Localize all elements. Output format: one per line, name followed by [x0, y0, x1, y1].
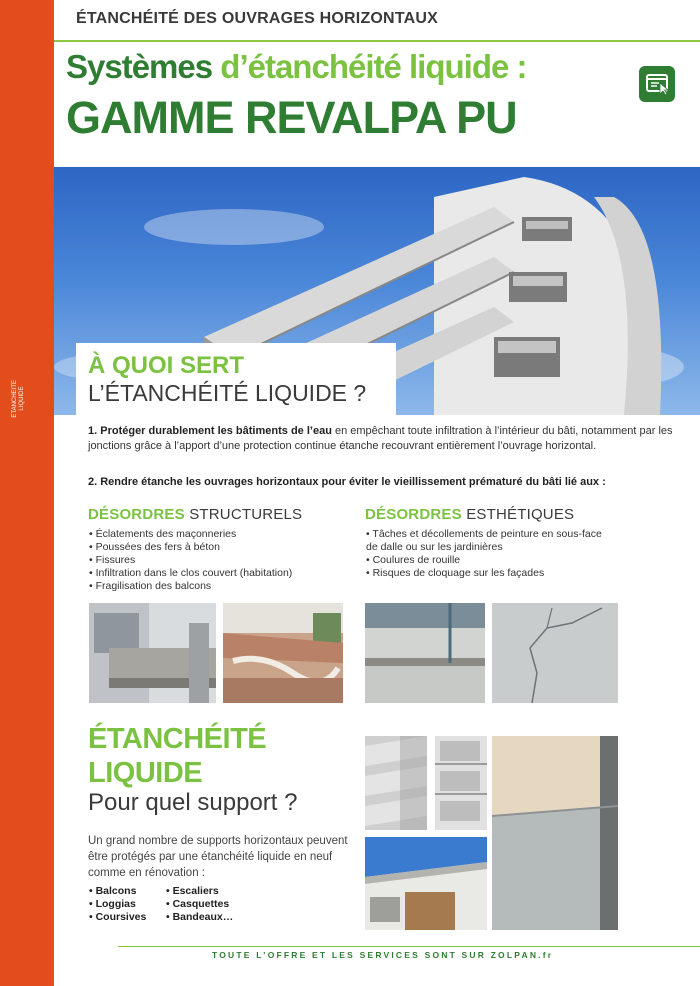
- intro-heading: À QUOI SERT: [88, 352, 245, 379]
- list-item: • Fissures: [89, 554, 349, 567]
- title-part-light: d’étanchéité liquide :: [220, 48, 527, 85]
- esthetiques-title: [365, 506, 574, 523]
- list-item: • Loggias: [89, 898, 146, 911]
- photo-spalled-concrete: [223, 603, 343, 703]
- photo-facade-stains: [365, 603, 485, 703]
- photo-balcony-damage: [89, 603, 216, 703]
- page-title-line2: GAMME REVALPA PU: [66, 92, 517, 143]
- side-bar: [0, 0, 54, 986]
- section-header: ÉTANCHÉITÉ DES OUVRAGES HORIZONTAUX: [76, 10, 438, 27]
- intro-heading-box: [76, 343, 396, 419]
- list-item: • Balcons: [89, 885, 146, 898]
- photo-modern-building: [365, 837, 487, 930]
- intro-point-1: [88, 424, 678, 454]
- list-item: • Fragilisation des balcons: [89, 580, 349, 593]
- browser-cursor-icon[interactable]: [639, 66, 675, 102]
- support-title-line1: ÉTANCHÉITÉ: [88, 723, 267, 755]
- intro-point-1-text: en empêchant toute infiltration à l’intérieur du bâti, notamment par les jonctions grâce à l’apport d’une protection continue étanche recouvrant entièrement l’ouvrage horizontal.: [88, 425, 673, 452]
- list-item: • Casquettes: [166, 898, 233, 911]
- intro-point-1-bold: 1. Protéger durablement les bâtiments de l’eau: [88, 425, 332, 437]
- photo-balcony-railings: [435, 736, 487, 830]
- intro-point-2: [88, 475, 678, 490]
- structurels-list: [89, 528, 349, 593]
- structurels-title-dark: STRUCTURELS: [189, 506, 303, 523]
- list-item: • Escaliers: [166, 885, 233, 898]
- side-label-line2: LIQUIDE: [19, 386, 25, 411]
- list-item: • Risques de cloquage sur les façades: [366, 567, 616, 580]
- support-title: [88, 722, 266, 790]
- photo-balconies-angle: [365, 736, 427, 830]
- intro-subheading: L’ÉTANCHÉITÉ LIQUIDE ?: [88, 380, 367, 406]
- list-item: • Bandeaux…: [166, 911, 233, 924]
- title-part-dark: Systèmes: [66, 48, 213, 85]
- photo-balcony-floor: [492, 736, 618, 930]
- side-label-line1: ÉTANCHÉITÉ: [12, 380, 18, 418]
- support-list-col2: [166, 885, 233, 924]
- esthetiques-title-dark: ESTHÉTIQUES: [466, 506, 575, 523]
- list-item: • Poussées des fers à béton: [89, 541, 349, 554]
- photo-cracked-surface: [492, 603, 618, 703]
- header-rule: [54, 40, 700, 42]
- structurels-title: [88, 506, 302, 523]
- list-item: • Tâches et décollements de peinture en sous-face de dalle ou sur les jardinières: [366, 528, 616, 554]
- support-list-col1: [89, 885, 146, 924]
- support-text: Un grand nombre de supports horizontaux peuvent être protégés par une étanchéité liquide en neuf comme en rénovation :: [88, 835, 348, 879]
- intro-point-2-bold: 2. Rendre étanche les ouvrages horizontaux pour éviter le vieillissement prématuré du bâti lié aux :: [88, 476, 606, 488]
- list-item: • Éclatements des maçonneries: [89, 528, 349, 541]
- side-label: [12, 380, 42, 418]
- page-title-line1: [66, 48, 527, 86]
- list-item: • Coulures de rouille: [366, 554, 616, 567]
- structurels-title-green: DÉSORDRES: [88, 506, 185, 523]
- support-title-line2: LIQUIDE: [88, 757, 203, 789]
- list-item: • Coursives: [89, 911, 146, 924]
- esthetiques-list: [366, 528, 616, 580]
- footer-rule: [118, 946, 700, 947]
- footer-text: TOUTE L’OFFRE ET LES SERVICES SONT SUR ZOLPAN.fr: [212, 950, 554, 960]
- support-subtitle: Pour quel support ?: [88, 789, 298, 816]
- list-item: • Infiltration dans le clos couvert (habitation): [89, 567, 349, 580]
- esthetiques-title-green: DÉSORDRES: [365, 506, 462, 523]
